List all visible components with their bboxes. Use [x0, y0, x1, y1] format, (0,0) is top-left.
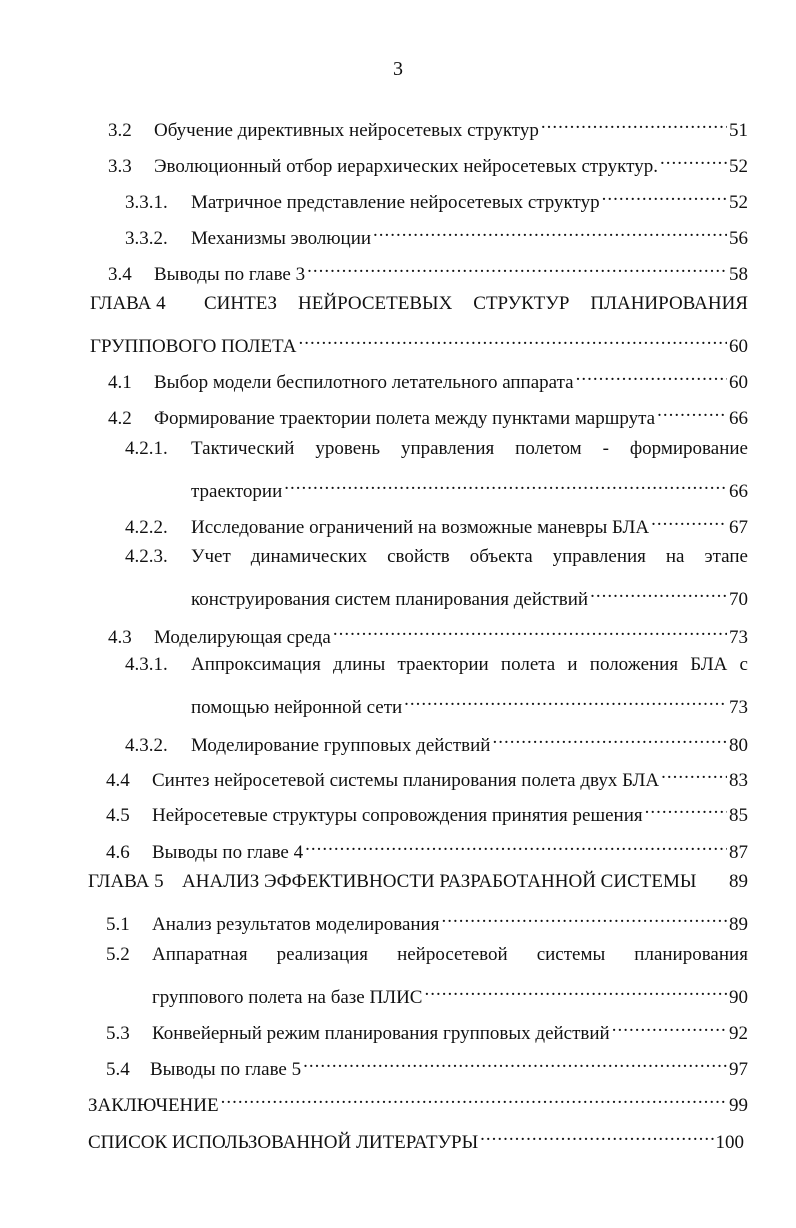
toc-entry-page: 60: [729, 372, 748, 393]
dot-leader: [590, 581, 727, 605]
title-word: и: [567, 654, 578, 675]
dot-leader: [284, 473, 727, 497]
dot-leader: [492, 727, 727, 751]
toc-entry-4-5: [106, 797, 748, 826]
page-number: 3: [393, 58, 403, 80]
title-word: управления: [400, 438, 495, 459]
toc-entry-number: 4.2.2.: [125, 517, 168, 538]
dot-leader: [424, 979, 727, 1003]
toc-entry-title: [191, 653, 748, 677]
dot-leader: [303, 1051, 727, 1075]
toc-entry-title: Эволюционный отбор иерархических нейросетевых структур.: [154, 156, 658, 177]
title-word: реализация: [276, 944, 369, 965]
toc-entry-4-3-1-line1: [125, 653, 748, 679]
toc-entry-page: 52: [729, 192, 748, 213]
toc-entry-page: 92: [729, 1023, 748, 1044]
toc-entry-title: Выводы по главе 4: [152, 842, 304, 863]
title-word: планирования: [634, 944, 748, 965]
toc-entry-number: 5.1: [106, 914, 130, 935]
toc-entry-title: Формирование траектории полета между пунктами маршрута: [154, 408, 656, 429]
dot-leader: [441, 906, 727, 930]
dot-leader: [612, 1015, 727, 1039]
toc-entry-number: 3.2: [108, 120, 132, 141]
toc-entry-4-3-1-line2: [191, 689, 748, 718]
toc-entry-title: Выбор модели беспилотного летательного аппарата: [154, 372, 574, 393]
toc-entry-page: 89: [729, 914, 748, 935]
toc-entry-number: 4.2.3.: [125, 546, 168, 567]
toc-entry-4-3-2: [125, 727, 748, 756]
toc-entry-page: 66: [729, 481, 748, 502]
toc-entry-page: 99: [729, 1095, 748, 1116]
dot-leader: [480, 1124, 713, 1148]
dot-leader: [576, 364, 727, 388]
dot-leader: [651, 509, 727, 533]
title-word: нейросетевой: [397, 944, 508, 965]
toc-entry-number: ГЛАВА 5: [88, 871, 164, 892]
title-word: системы: [536, 944, 606, 965]
toc-entry-number: 5.4: [106, 1059, 130, 1080]
toc-entry-page: 80: [729, 735, 748, 756]
toc-entry-page: 90: [729, 987, 748, 1008]
toc-entry-title: Исследование ограничений на возможные маневры БЛА: [191, 517, 650, 538]
toc-entry-4-6: [106, 834, 748, 863]
dot-leader: [645, 797, 727, 821]
toc-entry-5-4: [106, 1051, 748, 1080]
toc-entry-title: Выводы по главе 5: [150, 1059, 302, 1080]
toc-entry-page: 67: [729, 517, 748, 538]
dot-leader: [305, 834, 727, 858]
title-word: НЕЙРОСЕТЕВЫХ: [298, 293, 453, 314]
toc-entry-page: 56: [729, 228, 748, 249]
toc-entry-4-3: [108, 619, 748, 648]
toc-entry-5-1: [106, 906, 748, 935]
dot-leader: [404, 689, 727, 713]
toc-entry-3-3-1: [125, 184, 748, 213]
toc-entry-title: [191, 437, 748, 461]
title-word: полета: [500, 654, 556, 675]
toc-entry-4-2: [108, 400, 748, 429]
title-word: положения: [589, 654, 679, 675]
title-word: ПЛАНИРОВАНИЯ: [590, 293, 748, 314]
toc-chapter-4-line1: [90, 292, 748, 318]
toc-entry-page: 97: [729, 1059, 748, 1080]
title-word: свойств: [387, 546, 450, 567]
toc-entry-4-2-2: [125, 509, 748, 538]
title-word: Аппаратная: [152, 944, 248, 965]
toc-bibliography: [88, 1124, 744, 1153]
dot-leader: [221, 1087, 727, 1111]
dot-leader: [298, 328, 727, 352]
toc-entry-page: 83: [729, 770, 748, 791]
title-word: СИНТЕЗ: [204, 293, 278, 314]
toc-entry-title-continued: конструирования систем планирования действий: [191, 589, 589, 610]
toc-entry-title-continued: группового полета на базе ПЛИС: [152, 987, 423, 1008]
toc-entry-5-2-line1: [106, 943, 748, 969]
toc-entry-page: 89: [729, 871, 748, 892]
toc-entry-page: 51: [729, 120, 748, 141]
toc-entry-title: Анализ результатов моделирования: [152, 914, 440, 935]
toc-entry-4-2-1-line1: [125, 437, 748, 463]
title-word: на: [665, 546, 685, 567]
toc-entry-page: 58: [729, 264, 748, 285]
toc-entry-number: 5.3: [106, 1023, 130, 1044]
toc-entry-number: 4.3.2.: [125, 735, 168, 756]
title-word: уровень: [315, 438, 381, 459]
toc-entry-number: 4.5: [106, 805, 130, 826]
toc-entry-title: [191, 545, 748, 569]
toc-entry-page: 87: [729, 842, 748, 863]
toc-entry-5-2-line2: [152, 979, 748, 1008]
title-word: Тактический: [191, 438, 295, 459]
toc-entry-number: 4.2: [108, 408, 132, 429]
toc-entry-page: 70: [729, 589, 748, 610]
title-word: полетом: [515, 438, 582, 459]
toc-entry-title: Конвейерный режим планирования групповых действий: [152, 1023, 610, 1044]
toc-entry-4-2-3-line2: [191, 581, 748, 610]
toc-entry-3-3: [108, 148, 748, 177]
dot-leader: [373, 220, 727, 244]
toc-entry-number: 3.4: [108, 264, 132, 285]
toc-entry-number: 4.1: [108, 372, 132, 393]
toc-chapter-5: [88, 870, 748, 896]
title-word: БЛА: [690, 654, 728, 675]
toc-entry-title: Нейросетевые структуры сопровождения принятия решения: [152, 805, 643, 826]
toc-entry-3-3-2: [125, 220, 748, 249]
toc-entry-title: Синтез нейросетевой системы планирования полета двух БЛА: [152, 770, 660, 791]
toc-chapter-4-line2: [90, 328, 748, 357]
toc-entry-title-continued: траектории: [191, 481, 283, 502]
toc-entry-title: Механизмы эволюции: [191, 228, 372, 249]
dot-leader: [541, 112, 727, 136]
title-word: Учет: [191, 546, 231, 567]
toc-entry-page: 60: [729, 336, 748, 357]
toc-entry-4-4: [106, 762, 748, 791]
toc-entry-number: 3.3.1.: [125, 192, 168, 213]
title-word: -: [602, 438, 609, 459]
toc-entry-title: СПИСОК ИСПОЛЬЗОВАННОЙ ЛИТЕРАТУРЫ: [88, 1132, 479, 1153]
toc-entry-number: ГЛАВА 4: [90, 293, 166, 314]
dot-leader: [657, 400, 727, 424]
title-word: Аппроксимация: [191, 654, 321, 675]
title-word: этапе: [704, 546, 748, 567]
toc-entry-5-3: [106, 1015, 748, 1044]
toc-entry-4-2-1-line2: [191, 473, 748, 502]
toc-entry-number: 4.3: [108, 627, 132, 648]
toc-entry-3-2: [108, 112, 748, 141]
title-word: СТРУКТУР: [473, 293, 570, 314]
toc-entry-title: Моделирование групповых действий: [191, 735, 491, 756]
title-word: динамических: [250, 546, 368, 567]
toc-entry-title: Матричное представление нейросетевых структур: [191, 192, 600, 213]
toc-entry-title: Моделирующая среда: [154, 627, 331, 648]
toc-entry-number: 4.6: [106, 842, 130, 863]
toc-entry-title-continued: помощью нейронной сети: [191, 697, 403, 718]
toc-entry-4-1: [108, 364, 748, 393]
toc-entry-title: [204, 292, 748, 316]
dot-leader: [660, 148, 727, 172]
toc-entry-number: 4.2.1.: [125, 438, 168, 459]
toc-entry-title: Выводы по главе 3: [154, 264, 306, 285]
toc-entry-page: 73: [729, 697, 748, 718]
toc-entry-title: ЗАКЛЮЧЕНИЕ: [88, 1095, 219, 1116]
toc-entry-number: 4.4: [106, 770, 130, 791]
dot-leader: [661, 762, 727, 786]
toc-entry-title: [152, 943, 748, 967]
toc-entry-number: 3.3.2.: [125, 228, 168, 249]
toc-entry-number: 5.2: [106, 944, 130, 965]
dot-leader: [602, 184, 727, 208]
toc-conclusion: [88, 1087, 748, 1116]
toc-entry-number: 3.3: [108, 156, 132, 177]
toc-entry-title: АНАЛИЗ ЭФФЕКТИВНОСТИ РАЗРАБОТАННОЙ СИСТЕМЫ: [182, 871, 697, 892]
dot-leader: [333, 619, 727, 643]
title-word: длины: [333, 654, 386, 675]
title-word: с: [739, 654, 748, 675]
toc-entry-number: 4.3.1.: [125, 654, 168, 675]
title-word: формирование: [629, 438, 748, 459]
toc-entry-page: 52: [729, 156, 748, 177]
title-word: объекта: [469, 546, 533, 567]
toc-entry-page: 73: [729, 627, 748, 648]
toc-entry-title-continued: ГРУППОВОГО ПОЛЕТА: [90, 336, 297, 357]
dot-leader: [307, 256, 727, 280]
toc-entry-title: Обучение директивных нейросетевых структур: [154, 120, 539, 141]
toc-entry-page: 100: [715, 1132, 744, 1153]
toc-entry-page: 66: [729, 408, 748, 429]
title-word: траектории: [397, 654, 489, 675]
toc-entry-3-4: [108, 256, 748, 285]
toc-entry-page: 85: [729, 805, 748, 826]
title-word: управления: [552, 546, 646, 567]
toc-entry-4-2-3-line1: [125, 545, 748, 571]
